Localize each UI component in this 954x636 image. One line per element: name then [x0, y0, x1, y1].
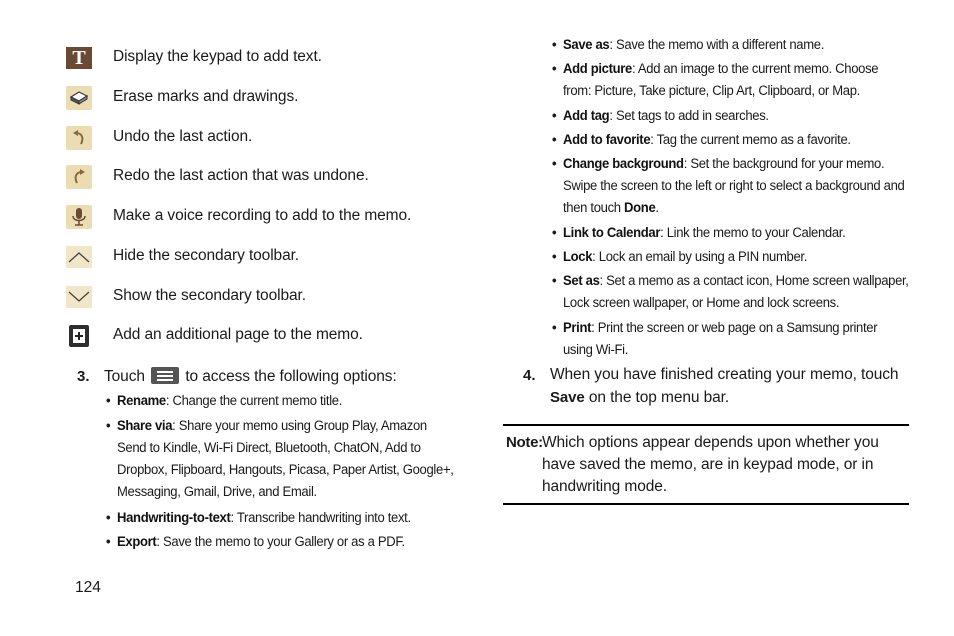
step-4-line-2: Save on the top menu bar.: [550, 389, 730, 406]
microphone-icon: [66, 205, 92, 229]
option-export: • Export: Save the memo to your Gallery or as a PDF.: [105, 534, 405, 550]
note-label: Note:: [506, 434, 543, 451]
icon-description: Erase marks and drawings.: [113, 88, 299, 105]
option-link-to-calendar: • Link to Calendar: Link the memo to your Calendar.: [551, 225, 846, 241]
step-4-line-1: When you have finished creating your memo, touch: [550, 366, 899, 383]
icon-row-add-page: [66, 322, 363, 350]
option-change-background: • Change background: Set the background for your memo. Swipe the screen to the left or right to select a background and then touch Done.: [551, 156, 905, 216]
icon-description: Redo the last action that was undone.: [113, 167, 369, 184]
note-text: Which options appear depends upon whether you have saved the memo, are in keypad mode, or in handwriting mode.: [542, 434, 879, 495]
icon-row-show-toolbar: [66, 283, 306, 311]
option-rename: • Rename: Change the current memo title.: [105, 393, 343, 409]
option-set-as: • Set as: Set a memo as a contact icon, Home screen wallpaper, Lock screen wallpaper, or Home and lock screens.: [551, 273, 909, 311]
step-4-number: 4.: [523, 367, 536, 384]
option-add-tag: • Add tag: Set tags to add in searches.: [551, 108, 769, 124]
menu-icon: [151, 367, 179, 384]
icon-row-voice: [66, 203, 412, 231]
redo-icon: [66, 165, 92, 189]
option-add-picture: • Add picture: Add an image to the current memo. Choose from: Picture, Take picture, Clip Art, Clipboard, or Map.: [551, 61, 879, 99]
icon-description: Hide the secondary toolbar.: [113, 247, 300, 264]
icon-description: Show the secondary toolbar.: [113, 287, 306, 304]
option-add-to-favorite: • Add to favorite: Tag the current memo as a favorite.: [551, 132, 851, 148]
step-3-number: 3.: [77, 368, 90, 385]
icon-description: Add an additional page to the memo.: [113, 326, 363, 343]
icon-row-undo: [66, 124, 253, 152]
note-box: [503, 424, 909, 505]
option-save-as: • Save as: Save the memo with a different name.: [551, 37, 825, 53]
icon-description: Display the keypad to add text.: [113, 48, 322, 65]
option-handwriting-to-text: • Handwriting-to-text: Transcribe handwriting into text.: [105, 510, 411, 526]
icon-description: Undo the last action.: [113, 128, 253, 145]
chevron-up-icon: [66, 246, 92, 268]
option-share-via: • Share via: Share your memo using Group Play, Amazon Send to Kindle, Wi-Fi Direct, Bluetooth, ChatON, Add to Dropbox, Flipboard, Hangouts, Picasa, Paper Artist, Google+, Messaging, Gmail, Drive, and Email.: [105, 418, 454, 500]
option-print: • Print: Print the screen or web page on a Samsung printer using Wi-Fi.: [551, 320, 878, 358]
keypad-t-icon: T: [66, 47, 92, 69]
option-lock: • Lock: Lock an email by using a PIN number.: [551, 249, 808, 265]
add-page-icon: [69, 325, 89, 347]
icon-row-eraser: [66, 84, 299, 112]
icon-row-keypad: [66, 44, 322, 72]
step-3-text: Touch to access the following options:: [104, 368, 397, 385]
eraser-icon: [66, 86, 92, 110]
icon-row-hide-toolbar: [66, 243, 300, 271]
page-number: 124: [75, 579, 101, 596]
icon-description: Make a voice recording to add to the memo.: [113, 207, 412, 224]
undo-icon: [66, 126, 92, 150]
chevron-down-icon: [66, 286, 92, 308]
icon-row-redo: [66, 163, 369, 191]
